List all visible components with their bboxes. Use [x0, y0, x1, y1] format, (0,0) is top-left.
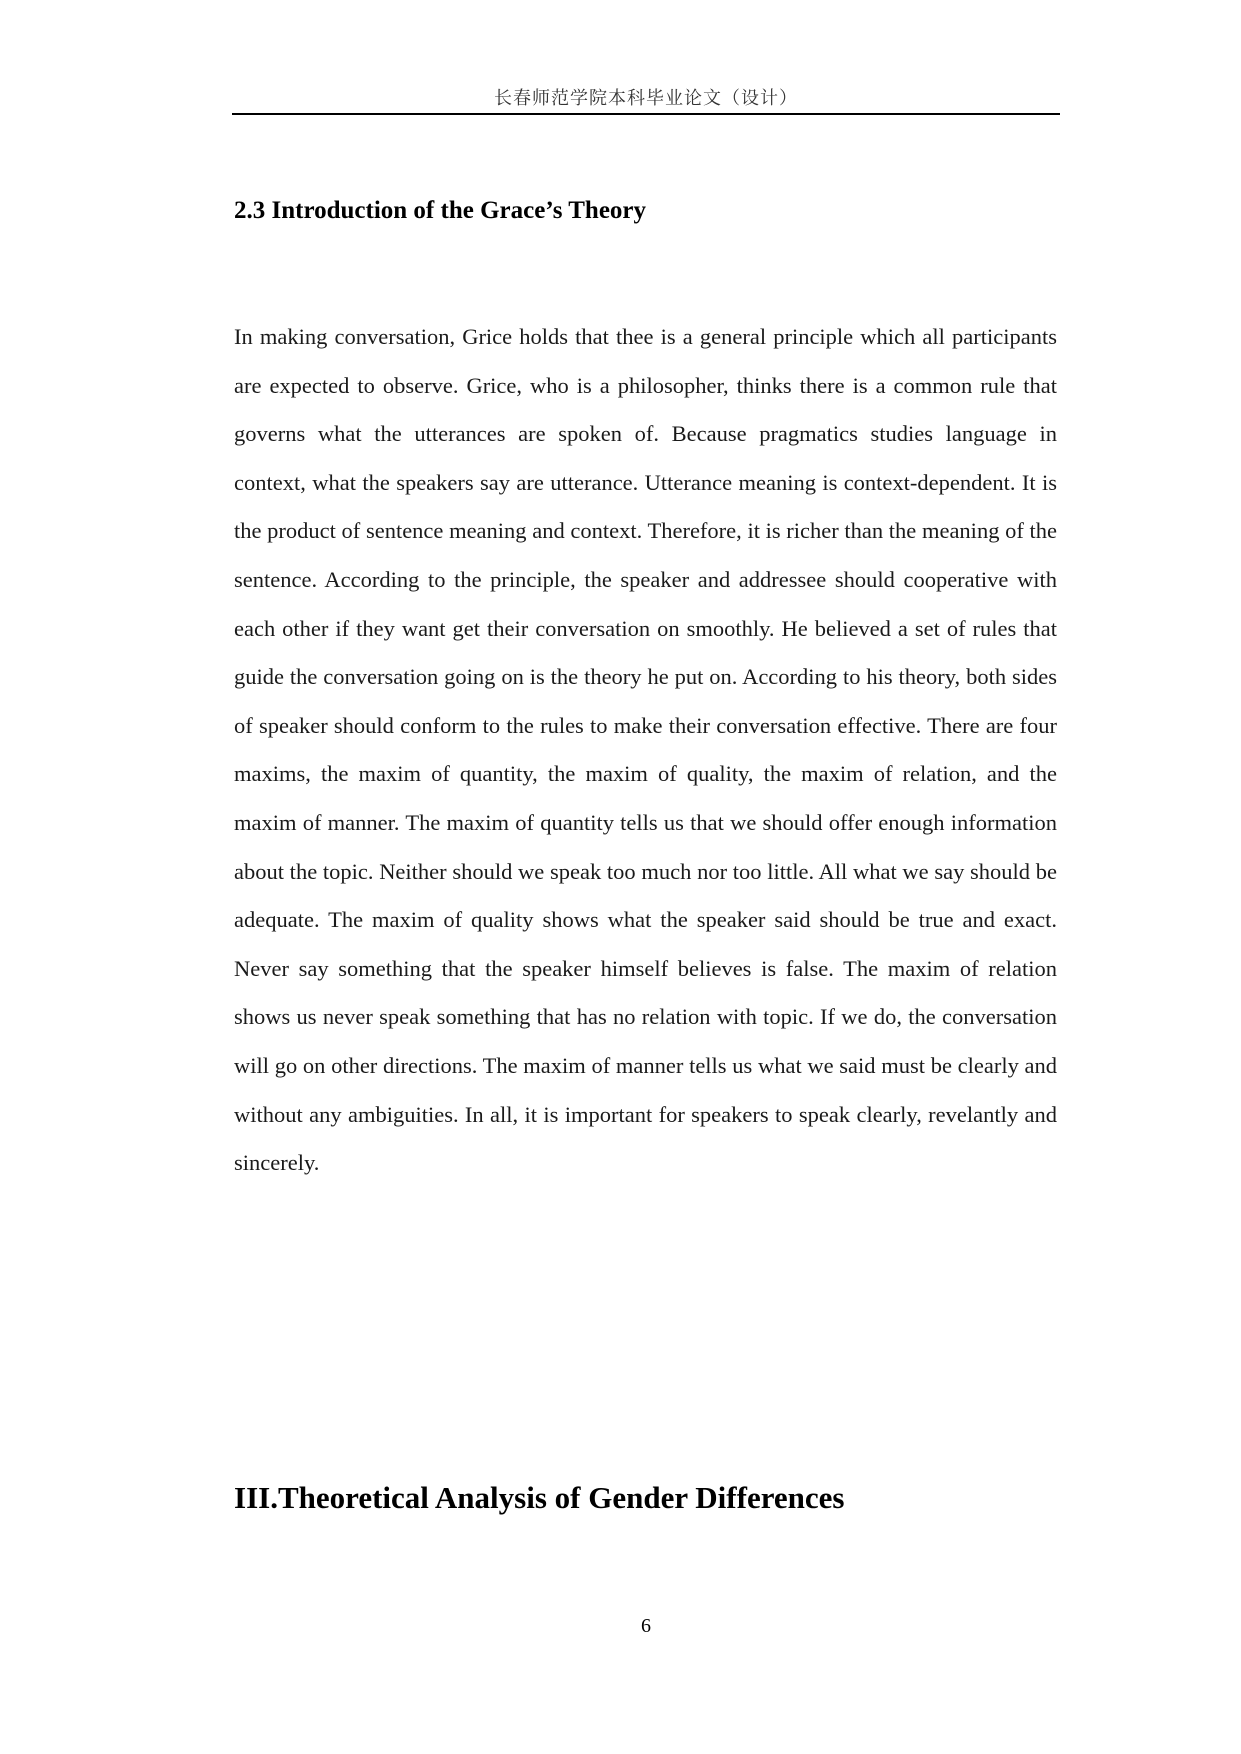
running-header: 长春师范学院本科毕业论文（设计）	[494, 88, 798, 108]
header-rule	[232, 113, 1060, 115]
chapter-heading: III.Theoretical Analysis of Gender Differences	[234, 1480, 845, 1515]
page-number: 6	[641, 1615, 651, 1637]
section-heading: 2.3 Introduction of the Grace’s Theory	[234, 197, 647, 224]
body-paragraph: In making conversation, Grice holds that thee is a general principle which all participants are expected to observe. Grice, who is a philosopher, thinks there is a common rule that governs what the utterances are spoken of. Because pragmatics studies language in context, what the speakers say are utterance. Utterance meaning is context-dependent. It is the product of sentence meaning and context. Therefore, it is richer than the meaning of the sentence. According to the principle, the speaker and addressee should cooperative with each other if they want get their conversation on smoothly. He believed a set of rules that guide the conversation going on is the theory he put on. According to his theory, both sides of speaker should conform to the rules to make their conversation effective. There are four maxims, the maxim of quantity, the maxim of quality, the maxim of relation, and the maxim of manner. The maxim of quantity tells us that we should offer enough information about the topic. Neither should we speak too much nor too little. All what we say should be adequate. The maxim of quality shows what the speaker said should be true and exact. Never say something that the speaker himself believes is false. The maxim of relation shows us never speak something that has no relation with topic. If we do, the conversation will go on other directions. The maxim of manner tells us what we said must be clearly and without any ambiguities. In all, it is important for speakers to speak clearly, revelantly and sincerely.	[234, 324, 1057, 1176]
